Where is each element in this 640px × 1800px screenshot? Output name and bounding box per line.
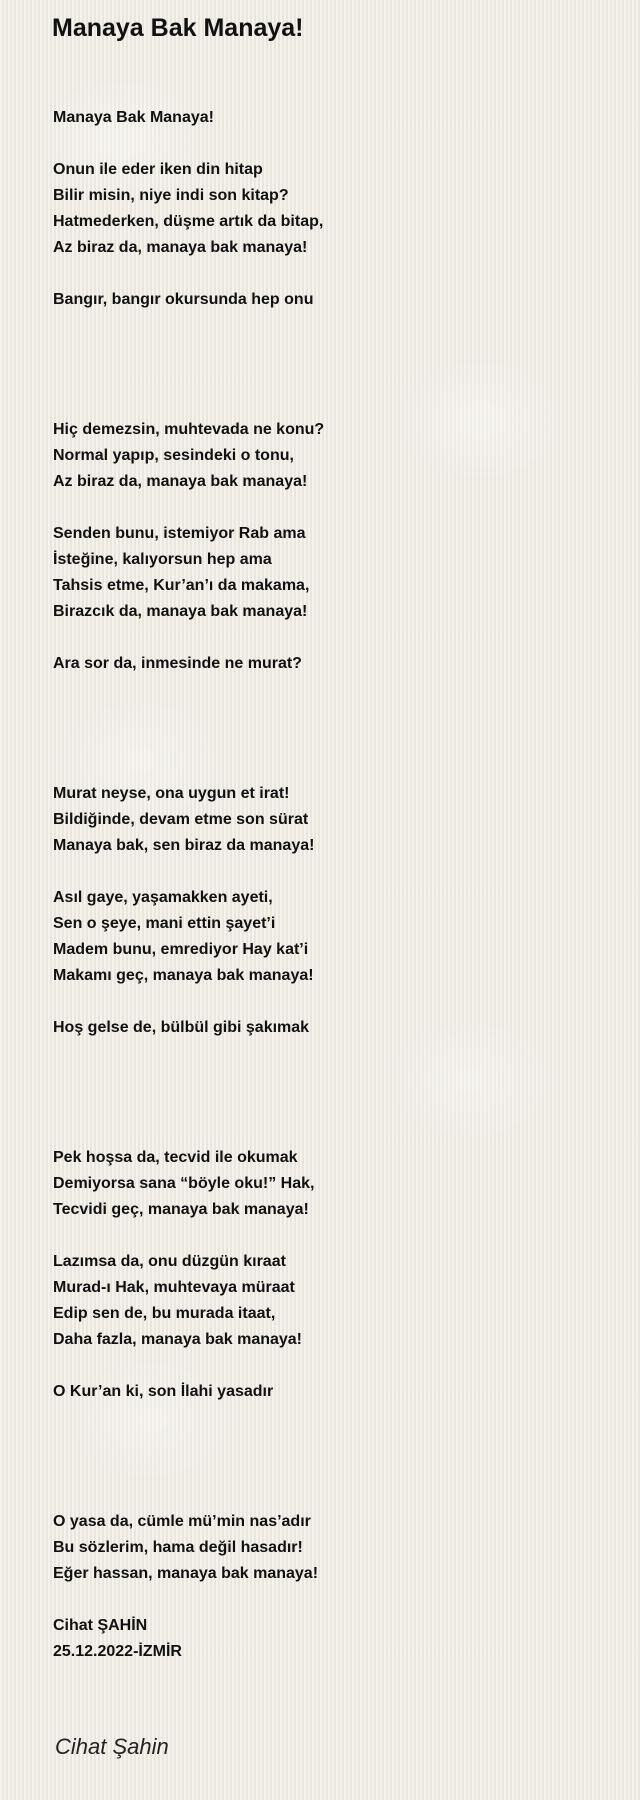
stanza-9 [53, 1015, 613, 1041]
poem-line: Bu sözlerim, hama değil hasadır! [53, 1539, 303, 1556]
poem-line: Madem bunu, emrediyor Hay kat’i [53, 941, 309, 958]
poem-body [53, 105, 613, 1691]
poem-line: Demiyorsa sana “böyle oku!” Hak, [53, 1175, 315, 1192]
poem-line: O yasa da, cümle mü’min nas’adır [53, 1513, 311, 1530]
author-signature: Cihat Şahin [55, 1734, 169, 1759]
poem-line: Eğer hassan, manaya bak manaya! [53, 1565, 319, 1582]
stanza-12 [53, 1379, 613, 1405]
poem-line: Birazcık da, manaya bak manaya! [53, 603, 308, 620]
stanza-13 [53, 1509, 613, 1587]
stanza-5 [53, 521, 613, 625]
poem-line: Hoş gelse de, bülbül gibi şakımak [53, 1019, 310, 1036]
poem-line: Asıl gaye, yaşamakken ayeti, [53, 889, 273, 906]
stanza-8 [53, 885, 613, 989]
stanza-7 [53, 781, 613, 859]
poem-line: O Kur’an ki, son İlahi yasadır [53, 1383, 274, 1400]
poem-line: Makamı geç, manaya bak manaya! [53, 967, 314, 984]
stanza-2 [53, 157, 613, 261]
poem-line: Tecvidi geç, manaya bak manaya! [53, 1201, 309, 1218]
poem-line: Sen o şeye, mani ettin şayet’i [53, 915, 276, 932]
author-block [53, 1613, 613, 1665]
poem-line: Az biraz da, manaya bak manaya! [53, 239, 308, 256]
poem-line: Manaya bak, sen biraz da manaya! [53, 837, 315, 854]
poem-line: İsteğine, kalıyorsun hep ama [53, 551, 272, 568]
page-title: Manaya Bak Manaya! [52, 14, 304, 42]
poem-line: Onun ile eder iken din hitap [53, 161, 263, 178]
stanza-11 [53, 1249, 613, 1353]
stanza-4 [53, 417, 613, 495]
poem-line: Daha fazla, manaya bak manaya! [53, 1331, 303, 1348]
poem-line: Ara sor da, inmesinde ne murat? [53, 655, 302, 672]
stanza-1 [53, 105, 613, 131]
stanza-6 [53, 651, 613, 677]
poem-line: Edip sen de, bu murada itaat, [53, 1305, 276, 1322]
poem-line: Normal yapıp, sesindeki o tonu, [53, 447, 294, 464]
poem-line: Lazımsa da, onu düzgün kıraat [53, 1253, 286, 1270]
poem-line: Az biraz da, manaya bak manaya! [53, 473, 308, 490]
poem-line: Murad-ı Hak, muhtevaya müraat [53, 1279, 295, 1296]
poem-date-place: 25.12.2022-İZMİR [53, 1643, 182, 1660]
stanza-10 [53, 1145, 613, 1223]
poem-line: Bangır, bangır okursunda hep onu [53, 291, 314, 308]
poem-line: Bilir misin, niye indi son kitap? [53, 187, 289, 204]
poem-line: Hiç demezsin, muhtevada ne konu? [53, 421, 325, 438]
poem-line: Bildiğinde, devam etme son sürat [53, 811, 309, 828]
poem-line: Hatmederken, düşme artık da bitap, [53, 213, 324, 230]
poem-line: Pek hoşsa da, tecvid ile okumak [53, 1149, 298, 1166]
poem-line: Murat neyse, ona uygun et irat! [53, 785, 290, 802]
poem-line: Senden bunu, istemiyor Rab ama [53, 525, 306, 542]
poem-line: Tahsis etme, Kur’an’ı da makama, [53, 577, 310, 594]
stanza-3 [53, 287, 613, 313]
poem-line: Manaya Bak Manaya! [53, 109, 214, 126]
author-name: Cihat ŞAHİN [53, 1617, 148, 1634]
